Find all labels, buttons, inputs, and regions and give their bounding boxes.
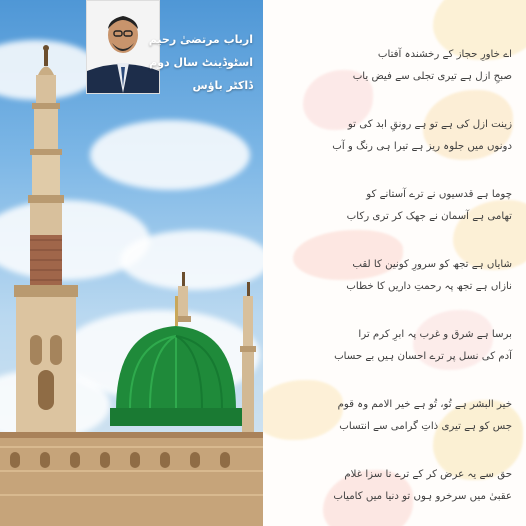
poem-stanza: [302, 464, 512, 508]
poem: [302, 44, 512, 526]
poem-verse: عقبیٰ میں سرخرو ہوں تو دنیا میں کامیاب: [333, 491, 512, 502]
poem-verse: چوما ہے قدسیوں نے ترے آستانے کو: [366, 189, 512, 200]
poem-verse: جس کو ہے تیری ذاتِ گرامی سے انتساب: [339, 421, 512, 432]
author-institution: ڈاکٹر باؤس: [192, 79, 253, 92]
poem-stanza: [302, 324, 512, 368]
poem-verse: نازاں ہے تجھ پہ رحمتِ داریں کا خطاب: [346, 281, 512, 292]
minaret-left: [14, 45, 78, 457]
author-info: [148, 28, 253, 97]
poem-verse: زینت ازل کی ہے تو ہے رونقِ ابد کی تو: [347, 119, 512, 130]
poem-panel: [263, 0, 526, 526]
poem-verse: خیر البشر ہے تُو، تُو ہے خیر الامم وہ قوم: [337, 399, 512, 410]
poem-stanza: [302, 44, 512, 88]
author-title: اسٹوڈینٹ سال دوم: [149, 56, 253, 69]
poem-stanza: [302, 114, 512, 158]
green-dome: [110, 296, 242, 426]
poem-stanza: [302, 394, 512, 438]
poem-stanza: [302, 254, 512, 298]
poem-verse: برسا ہے شرق و غرب پہ ابرِ کرم ترا: [358, 329, 512, 340]
poem-verse: تھامی ہے آسمان نے جھک کر تری رکاب: [346, 211, 512, 222]
poem-verse: آدم کی نسل پر ترے احسان ہیں بے حساب: [334, 351, 512, 362]
poem-verse: شایاں ہے تجھ کو سرورِ کونین کا لقب: [352, 259, 512, 270]
poem-verse: صبحِ ازل ہے تیری تجلی سے فیض یاب: [352, 71, 512, 82]
poem-verse: دونوں میں جلوہ ریز ہے تیرا ہی رنگ و آب: [332, 141, 512, 152]
author-name: ارباب مرتضیٰ رحیم: [148, 33, 253, 46]
poem-stanza: [302, 184, 512, 228]
poem-verse: اے خاورِ حجاز کے رخشندہ آفتاب: [377, 49, 512, 60]
poem-verse: حق سے یہ عرض کر کے ترے نا سزا غلام: [344, 469, 512, 480]
